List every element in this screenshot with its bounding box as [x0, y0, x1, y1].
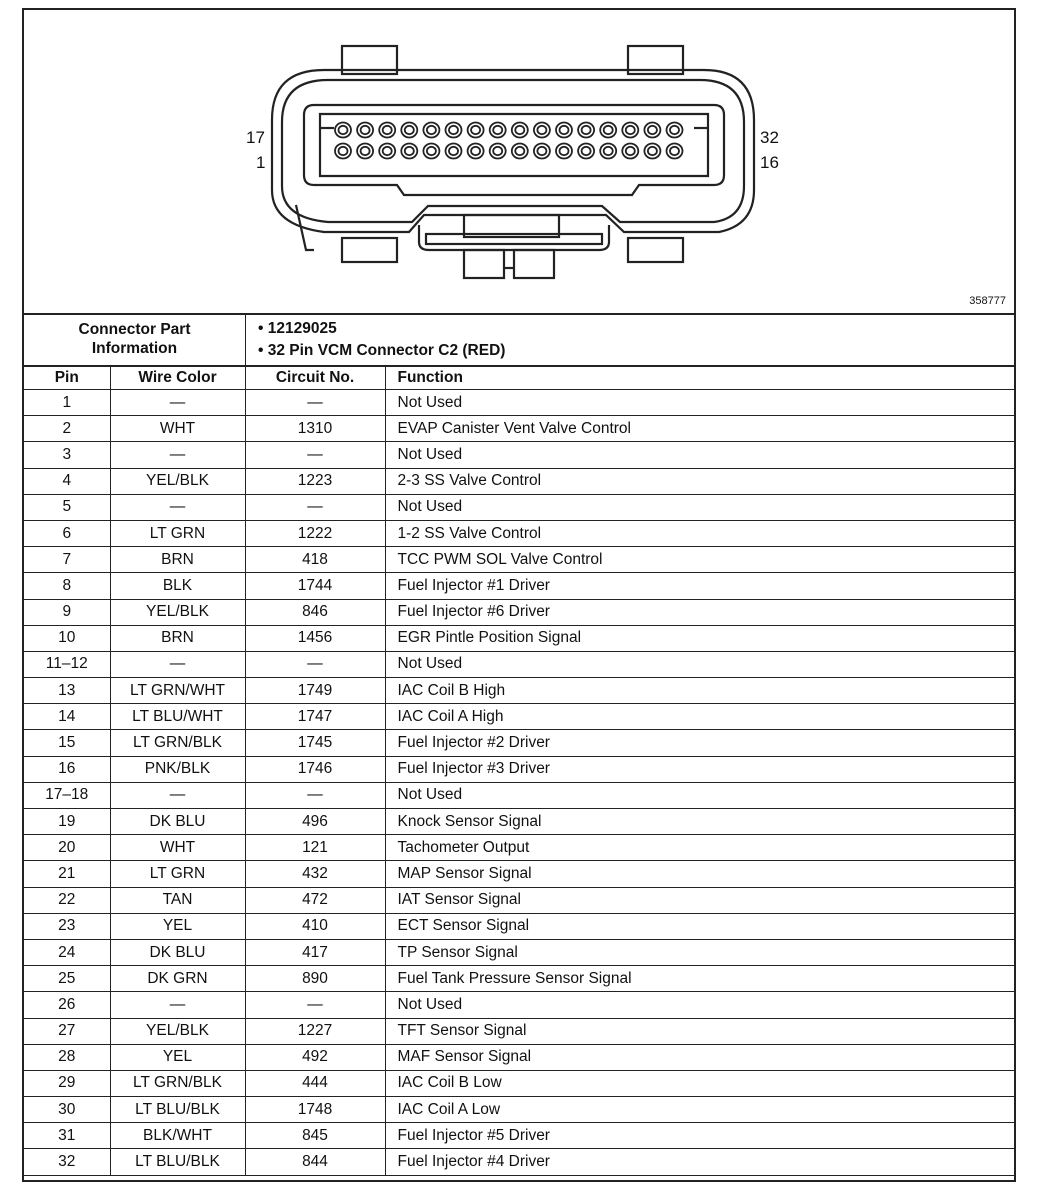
pin-label-32: 32 [760, 128, 779, 147]
table-header-row [24, 366, 1014, 390]
table-row [24, 1070, 1014, 1096]
table-row [24, 730, 1014, 756]
circuit-cell: 410 [245, 913, 385, 939]
pin-hole [423, 144, 439, 159]
wire-color-cell: LT GRN/BLK [110, 1070, 245, 1096]
circuit-cell: — [245, 651, 385, 677]
circuit-cell: 444 [245, 1070, 385, 1096]
pin-hole [600, 123, 616, 138]
pin-hole-inner [604, 126, 613, 134]
pin-cell: 16 [24, 756, 110, 782]
pin-hole [335, 144, 351, 159]
pin-hole-inner [471, 126, 480, 134]
pin-hole-inner [405, 147, 414, 155]
pin-hole-inner [405, 126, 414, 134]
table-row [24, 573, 1014, 599]
circuit-cell: — [245, 782, 385, 808]
circuit-cell: 1748 [245, 1097, 385, 1123]
function-cell: Not Used [385, 494, 1014, 520]
pin-hole [446, 144, 462, 159]
pin-cell: 9 [24, 599, 110, 625]
table-row [24, 390, 1014, 416]
pin-hole-inner [493, 147, 502, 155]
pin-hole-inner [361, 126, 370, 134]
pin-hole [468, 123, 484, 138]
table-row [24, 520, 1014, 546]
pin-cell: 31 [24, 1123, 110, 1149]
table-row [24, 1018, 1014, 1044]
wire-color-cell: TAN [110, 887, 245, 913]
function-cell: IAC Coil A High [385, 704, 1014, 730]
pin-hole-inner [537, 147, 546, 155]
wire-color-cell: — [110, 494, 245, 520]
wire-color-cell: WHT [110, 835, 245, 861]
function-cell: TCC PWM SOL Valve Control [385, 547, 1014, 573]
function-cell: IAC Coil B Low [385, 1070, 1014, 1096]
pin-hole [667, 144, 683, 159]
pin-hole [644, 144, 660, 159]
pin-hole [667, 123, 683, 138]
function-cell: Not Used [385, 992, 1014, 1018]
circuit-cell: 1456 [245, 625, 385, 651]
circuit-cell: 1227 [245, 1018, 385, 1044]
pin-hole-inner [471, 147, 480, 155]
pin-hole-inner [582, 126, 591, 134]
circuit-cell: 844 [245, 1149, 385, 1175]
pin-cell: 13 [24, 678, 110, 704]
pin-hole-inner [648, 147, 657, 155]
pin-cell: 20 [24, 835, 110, 861]
pin-hole-inner [383, 126, 392, 134]
function-cell: 2-3 SS Valve Control [385, 468, 1014, 494]
pin-hole-inner [361, 147, 370, 155]
header-wire-color: Wire Color [110, 366, 245, 390]
wire-color-cell: LT GRN [110, 520, 245, 546]
pin-hole [490, 144, 506, 159]
pin-cell: 3 [24, 442, 110, 468]
circuit-cell: — [245, 494, 385, 520]
table-row [24, 416, 1014, 442]
wire-color-cell: YEL/BLK [110, 468, 245, 494]
pin-cell: 15 [24, 730, 110, 756]
table-row [24, 913, 1014, 939]
circuit-cell: 432 [245, 861, 385, 887]
connector-description: • 32 Pin VCM Connector C2 (RED) [258, 340, 505, 362]
pin-hole-inner [449, 126, 458, 134]
pin-hole-inner [604, 147, 613, 155]
table-row [24, 835, 1014, 861]
wire-color-cell: YEL [110, 913, 245, 939]
wire-color-cell: WHT [110, 416, 245, 442]
wire-color-cell: DK BLU [110, 809, 245, 835]
pin-hole [622, 123, 638, 138]
function-cell: Tachometer Output [385, 835, 1014, 861]
pin-cell: 2 [24, 416, 110, 442]
pin-hole-inner [560, 126, 569, 134]
pin-hole-inner [449, 147, 458, 155]
table-row [24, 678, 1014, 704]
pin-hole-inner [427, 147, 436, 155]
wire-color-cell: LT BLU/BLK [110, 1097, 245, 1123]
circuit-cell: 1310 [245, 416, 385, 442]
pin-hole-inner [648, 126, 657, 134]
pin-cell: 4 [24, 468, 110, 494]
table-row [24, 966, 1014, 992]
function-cell: MAP Sensor Signal [385, 861, 1014, 887]
table-row [24, 625, 1014, 651]
table-row [24, 468, 1014, 494]
pin-cell: 30 [24, 1097, 110, 1123]
table-row [24, 547, 1014, 573]
table-row [24, 442, 1014, 468]
pin-hole [446, 123, 462, 138]
header-function: Function [385, 366, 1014, 390]
pin-cell: 27 [24, 1018, 110, 1044]
wire-color-cell: LT GRN/WHT [110, 678, 245, 704]
function-cell: Fuel Injector #4 Driver [385, 1149, 1014, 1175]
pin-cell: 24 [24, 939, 110, 965]
circuit-cell: 472 [245, 887, 385, 913]
wire-color-cell: — [110, 992, 245, 1018]
pin-hole [556, 123, 572, 138]
function-cell: Fuel Injector #2 Driver [385, 730, 1014, 756]
circuit-cell: 890 [245, 966, 385, 992]
circuit-cell: 1744 [245, 573, 385, 599]
function-cell: TFT Sensor Signal [385, 1018, 1014, 1044]
wire-color-cell: BLK [110, 573, 245, 599]
connector-figure [24, 10, 1014, 315]
pin-label-17: 17 [246, 128, 265, 147]
wire-color-cell: LT GRN [110, 861, 245, 887]
pin-hole [622, 144, 638, 159]
pin-cell: 23 [24, 913, 110, 939]
pin-hole-inner [427, 126, 436, 134]
function-cell: Not Used [385, 651, 1014, 677]
circuit-cell: 492 [245, 1044, 385, 1070]
pin-cell: 6 [24, 520, 110, 546]
function-cell: IAC Coil B High [385, 678, 1014, 704]
pin-hole-inner [670, 147, 679, 155]
function-cell: MAF Sensor Signal [385, 1044, 1014, 1070]
pin-cell: 17–18 [24, 782, 110, 808]
pin-hole-inner [339, 126, 348, 134]
table-row [24, 1149, 1014, 1175]
table-row [24, 939, 1014, 965]
function-cell: Fuel Injector #1 Driver [385, 573, 1014, 599]
function-cell: TP Sensor Signal [385, 939, 1014, 965]
pin-hole-inner [626, 147, 635, 155]
pin-cell: 1 [24, 390, 110, 416]
pin-hole [401, 123, 417, 138]
table-row [24, 809, 1014, 835]
function-cell: Fuel Injector #6 Driver [385, 599, 1014, 625]
circuit-cell: 1745 [245, 730, 385, 756]
pinout-table [24, 365, 1014, 1176]
pin-cell: 25 [24, 966, 110, 992]
function-cell: Fuel Injector #5 Driver [385, 1123, 1014, 1149]
pin-cell: 8 [24, 573, 110, 599]
function-cell: ECT Sensor Signal [385, 913, 1014, 939]
pin-cell: 29 [24, 1070, 110, 1096]
wire-color-cell: BLK/WHT [110, 1123, 245, 1149]
table-row [24, 704, 1014, 730]
function-cell: Not Used [385, 782, 1014, 808]
table-row [24, 494, 1014, 520]
wire-color-cell: PNK/BLK [110, 756, 245, 782]
circuit-cell: — [245, 390, 385, 416]
wire-color-cell: LT GRN/BLK [110, 730, 245, 756]
pin-cell: 22 [24, 887, 110, 913]
table-row [24, 651, 1014, 677]
pin-cell: 11–12 [24, 651, 110, 677]
pin-hole [490, 123, 506, 138]
pin-hole-inner [515, 147, 524, 155]
circuit-cell: — [245, 992, 385, 1018]
part-number: • 12129025 [258, 318, 505, 340]
pin-cell: 10 [24, 625, 110, 651]
circuit-cell: — [245, 442, 385, 468]
table-row [24, 861, 1014, 887]
circuit-cell: 846 [245, 599, 385, 625]
circuit-cell: 1749 [245, 678, 385, 704]
pin-hole [335, 123, 351, 138]
pin-hole [512, 144, 528, 159]
pin-hole-inner [560, 147, 569, 155]
pin-hole [644, 123, 660, 138]
circuit-cell: 418 [245, 547, 385, 573]
function-cell: 1-2 SS Valve Control [385, 520, 1014, 546]
header-pin: Pin [24, 366, 110, 390]
pin-cell: 32 [24, 1149, 110, 1175]
pin-label-16: 16 [760, 153, 779, 172]
wire-color-cell: DK BLU [110, 939, 245, 965]
figure-number: 358777 [969, 295, 1006, 307]
wire-color-cell: — [110, 390, 245, 416]
connector-drawing [24, 10, 1014, 313]
table-row [24, 887, 1014, 913]
header-circuit: Circuit No. [245, 366, 385, 390]
pin-cell: 14 [24, 704, 110, 730]
function-cell: IAT Sensor Signal [385, 887, 1014, 913]
table-row [24, 1123, 1014, 1149]
pin-hole [468, 144, 484, 159]
pin-hole [578, 123, 594, 138]
pin-cell: 28 [24, 1044, 110, 1070]
function-cell: EGR Pintle Position Signal [385, 625, 1014, 651]
document-frame [22, 8, 1016, 1182]
pin-hole [379, 123, 395, 138]
function-cell: Fuel Injector #3 Driver [385, 756, 1014, 782]
table-row [24, 1044, 1014, 1070]
table-row [24, 992, 1014, 1018]
wire-color-cell: YEL/BLK [110, 1018, 245, 1044]
pin-hole-inner [493, 126, 502, 134]
pin-hole-inner [383, 147, 392, 155]
wire-color-cell: — [110, 782, 245, 808]
wire-color-cell: BRN [110, 547, 245, 573]
pin-hole-inner [339, 147, 348, 155]
function-cell: EVAP Canister Vent Valve Control [385, 416, 1014, 442]
function-cell: Fuel Tank Pressure Sensor Signal [385, 966, 1014, 992]
pin-hole [534, 144, 550, 159]
circuit-cell: 845 [245, 1123, 385, 1149]
function-cell: IAC Coil A Low [385, 1097, 1014, 1123]
circuit-cell: 496 [245, 809, 385, 835]
pin-hole [379, 144, 395, 159]
pin-hole [512, 123, 528, 138]
table-row [24, 1097, 1014, 1123]
pin-hole [401, 144, 417, 159]
wire-color-cell: — [110, 442, 245, 468]
pin-label-1: 1 [256, 153, 266, 172]
wire-color-cell: YEL/BLK [110, 599, 245, 625]
pin-cell: 26 [24, 992, 110, 1018]
table-row [24, 756, 1014, 782]
pin-cell: 7 [24, 547, 110, 573]
wire-color-cell: DK GRN [110, 966, 245, 992]
circuit-cell: 1747 [245, 704, 385, 730]
function-cell: Knock Sensor Signal [385, 809, 1014, 835]
wire-color-cell: LT BLU/BLK [110, 1149, 245, 1175]
pin-hole-inner [582, 147, 591, 155]
table-row [24, 782, 1014, 808]
circuit-cell: 121 [245, 835, 385, 861]
pin-hole [357, 123, 373, 138]
pin-hole [600, 144, 616, 159]
circuit-cell: 1223 [245, 468, 385, 494]
pin-hole [578, 144, 594, 159]
wire-color-cell: LT BLU/WHT [110, 704, 245, 730]
pin-hole [556, 144, 572, 159]
connector-part-details [258, 318, 505, 362]
pin-cell: 21 [24, 861, 110, 887]
pin-cell: 19 [24, 809, 110, 835]
function-cell: Not Used [385, 442, 1014, 468]
function-cell: Not Used [385, 390, 1014, 416]
wire-color-cell: BRN [110, 625, 245, 651]
pin-hole-inner [670, 126, 679, 134]
pin-hole-inner [626, 126, 635, 134]
table-row [24, 599, 1014, 625]
wire-color-cell: — [110, 651, 245, 677]
connector-part-title: Connector Part Information [24, 313, 246, 365]
pin-hole [423, 123, 439, 138]
pin-hole [534, 123, 550, 138]
circuit-cell: 1746 [245, 756, 385, 782]
connector-part-info [24, 313, 1014, 367]
pin-hole-inner [515, 126, 524, 134]
circuit-cell: 1222 [245, 520, 385, 546]
pin-hole-inner [537, 126, 546, 134]
wire-color-cell: YEL [110, 1044, 245, 1070]
pin-cell: 5 [24, 494, 110, 520]
circuit-cell: 417 [245, 939, 385, 965]
pin-hole [357, 144, 373, 159]
